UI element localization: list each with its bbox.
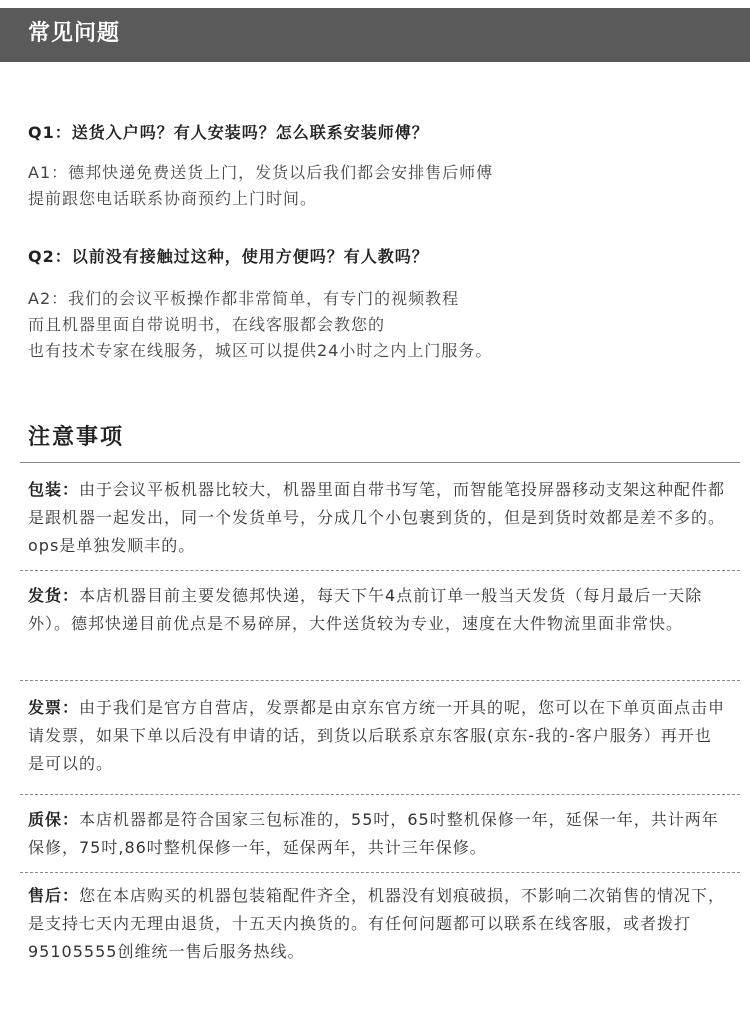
notice-text: 由于会议平板机器比较大，机器里面自带书写笔，而智能笔投屏器移动支架这种配件都是跟机器一起发出，同一个发货单号，分成几个小包裹到货的，但是到货时效都是差不多的。ops是单独发顺丰的。 xyxy=(28,480,726,555)
notice-label: 质保： xyxy=(28,810,80,829)
notice-item-warranty xyxy=(28,806,728,862)
faq-answer-2-line: A2：我们的会议平板操作都非常简单，有专门的视频教程 xyxy=(28,289,460,308)
notice-item-after-sales xyxy=(28,882,728,966)
notice-label: 发货： xyxy=(28,586,80,605)
section-title-notice: 注意事项 xyxy=(28,425,125,450)
notice-text: 本店机器都是符合国家三包标准的，55吋，65吋整机保修一年，延保一年，共计两年保修，75吋,86吋整机保修一年，延保两年，共计三年保修。 xyxy=(28,810,719,857)
notice-label: 包装： xyxy=(28,480,80,499)
divider xyxy=(20,680,740,681)
faq-answer-2 xyxy=(28,286,492,364)
faq-answer-2-line: 而且机器里面自带说明书，在线客服都会教您的 xyxy=(28,315,386,334)
faq-answer-2-line: 也有技术专家在线服务，城区可以提供24小时之内上门服务。 xyxy=(28,341,493,360)
notice-text: 本店机器目前主要发德邦快递，每天下午4点前订单一般当天发货（每月最后一天除外）。德邦快递目前优点是不易碎屏，大件送货较为专业，速度在大件物流里面非常快。 xyxy=(28,586,703,633)
section-title-faq: 常见问题 xyxy=(28,21,121,46)
faq-question-2: Q2：以前没有接触过这种，使用方便吗？有人教吗？ xyxy=(28,247,429,266)
faq-answer-1-line: A1：德邦快递免费送货上门，发货以后我们都会安排售后师傅 xyxy=(28,163,494,182)
divider xyxy=(20,570,740,571)
notice-text: 您在本店购买的机器包装箱配件齐全，机器没有划痕破损，不影响二次销售的情况下，是支持七天内无理由退货，十五天内换货的。有任何问题都可以联系在线客服，或者拨打95105555创维统一售后服务热线。 xyxy=(28,886,726,961)
divider xyxy=(20,794,740,795)
notice-label: 售后： xyxy=(28,886,80,905)
notice-label: 发票： xyxy=(28,698,80,717)
faq-question-1: Q1：送货入户吗？有人安装吗？怎么联系安装师傅？ xyxy=(28,123,429,142)
divider xyxy=(20,872,740,873)
faq-answer-1 xyxy=(28,160,493,212)
divider xyxy=(20,462,740,463)
header-bar xyxy=(0,8,750,62)
notice-item-shipping xyxy=(28,582,728,638)
faq-answer-1-line: 提前跟您电话联系协商预约上门时间。 xyxy=(28,189,318,208)
notice-item-invoice xyxy=(28,694,728,778)
notice-text: 由于我们是官方自营店，发票都是由京东官方统一开具的呢，您可以在下单页面点击申请发票，如果下单以后没有申请的话，到货以后联系京东客服(京东-我的-客户服务）再开也是可以的。 xyxy=(28,698,726,773)
notice-item-packaging xyxy=(28,476,728,560)
